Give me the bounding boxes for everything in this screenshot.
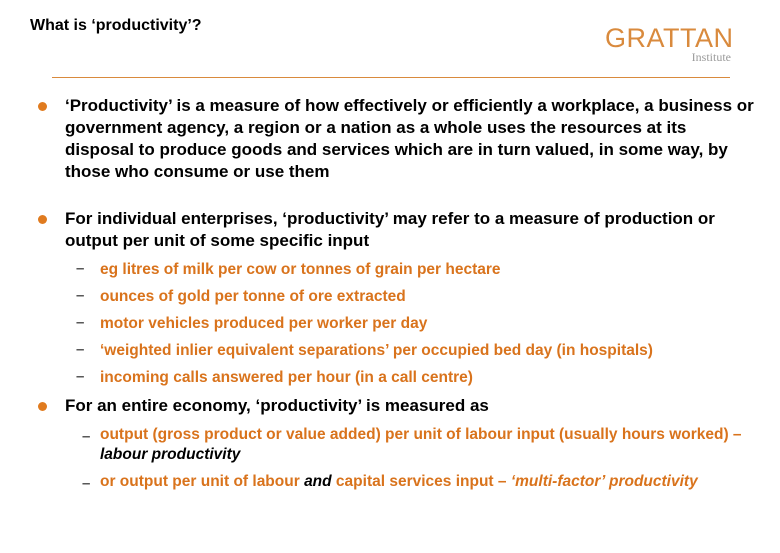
list-item-italic: and xyxy=(304,473,332,490)
bullet-icon xyxy=(38,102,47,111)
list-item xyxy=(76,283,766,310)
list-item-italic: labour productivity xyxy=(100,446,241,463)
list-item-text: motor vehicles produced per worker per day xyxy=(100,315,428,332)
dash-icon: – xyxy=(76,368,85,385)
dash-icon: – xyxy=(82,428,91,445)
list-item xyxy=(76,337,766,364)
list-item xyxy=(76,310,766,337)
dash-icon: – xyxy=(76,341,85,358)
list-item-text xyxy=(100,472,740,492)
list-item-plain: capital services input – xyxy=(331,473,511,490)
logo-wordmark: GRATTAN xyxy=(605,23,734,53)
list-item-text: eg litres of milk per cow or tonnes of grain per hectare xyxy=(100,261,501,278)
slide-title: What is ‘productivity’? xyxy=(30,17,202,34)
header-divider xyxy=(52,77,730,78)
bullet-text: For an entire economy, ‘productivity’ is measured as xyxy=(65,396,489,415)
list-item-plain: output (gross product or value added) per unit of labour input (usually hours worked) – xyxy=(100,426,742,443)
list-item-text xyxy=(100,425,760,465)
list-item xyxy=(76,256,766,283)
bullet-text: For individual enterprises, ‘productivity’ may refer to a measure of production or output per unit of some specific input xyxy=(65,209,715,250)
list-item-text: incoming calls answered per hour (in a call centre) xyxy=(100,369,473,386)
dash-icon: – xyxy=(82,475,91,492)
grattan-logo xyxy=(605,25,735,70)
bullet-icon xyxy=(38,402,47,411)
list-item-text: ‘weighted inlier equivalent separations’ per occupied bed day (in hospitals) xyxy=(100,342,653,359)
dash-icon: – xyxy=(76,314,85,331)
dash-icon: – xyxy=(76,260,85,277)
list-item-text: ounces of gold per tonne of ore extracted xyxy=(100,288,406,305)
bullet-text: ‘Productivity’ is a measure of how effectively or efficiently a workplace, a business or government agency, a region or a nation as a whole uses the resources at its disposal to produce goods and services which are in turn valued, in some way, by those who consume or use them xyxy=(65,96,754,181)
list-item-plain: or output per unit of labour xyxy=(100,473,305,490)
list-item xyxy=(76,364,766,391)
bullet-icon xyxy=(38,215,47,224)
logo-subtitle: Institute xyxy=(691,50,731,64)
list-item-italic: ‘multi-factor’ productivity xyxy=(510,473,698,490)
dash-icon: – xyxy=(76,287,85,304)
sub-list xyxy=(76,256,766,391)
